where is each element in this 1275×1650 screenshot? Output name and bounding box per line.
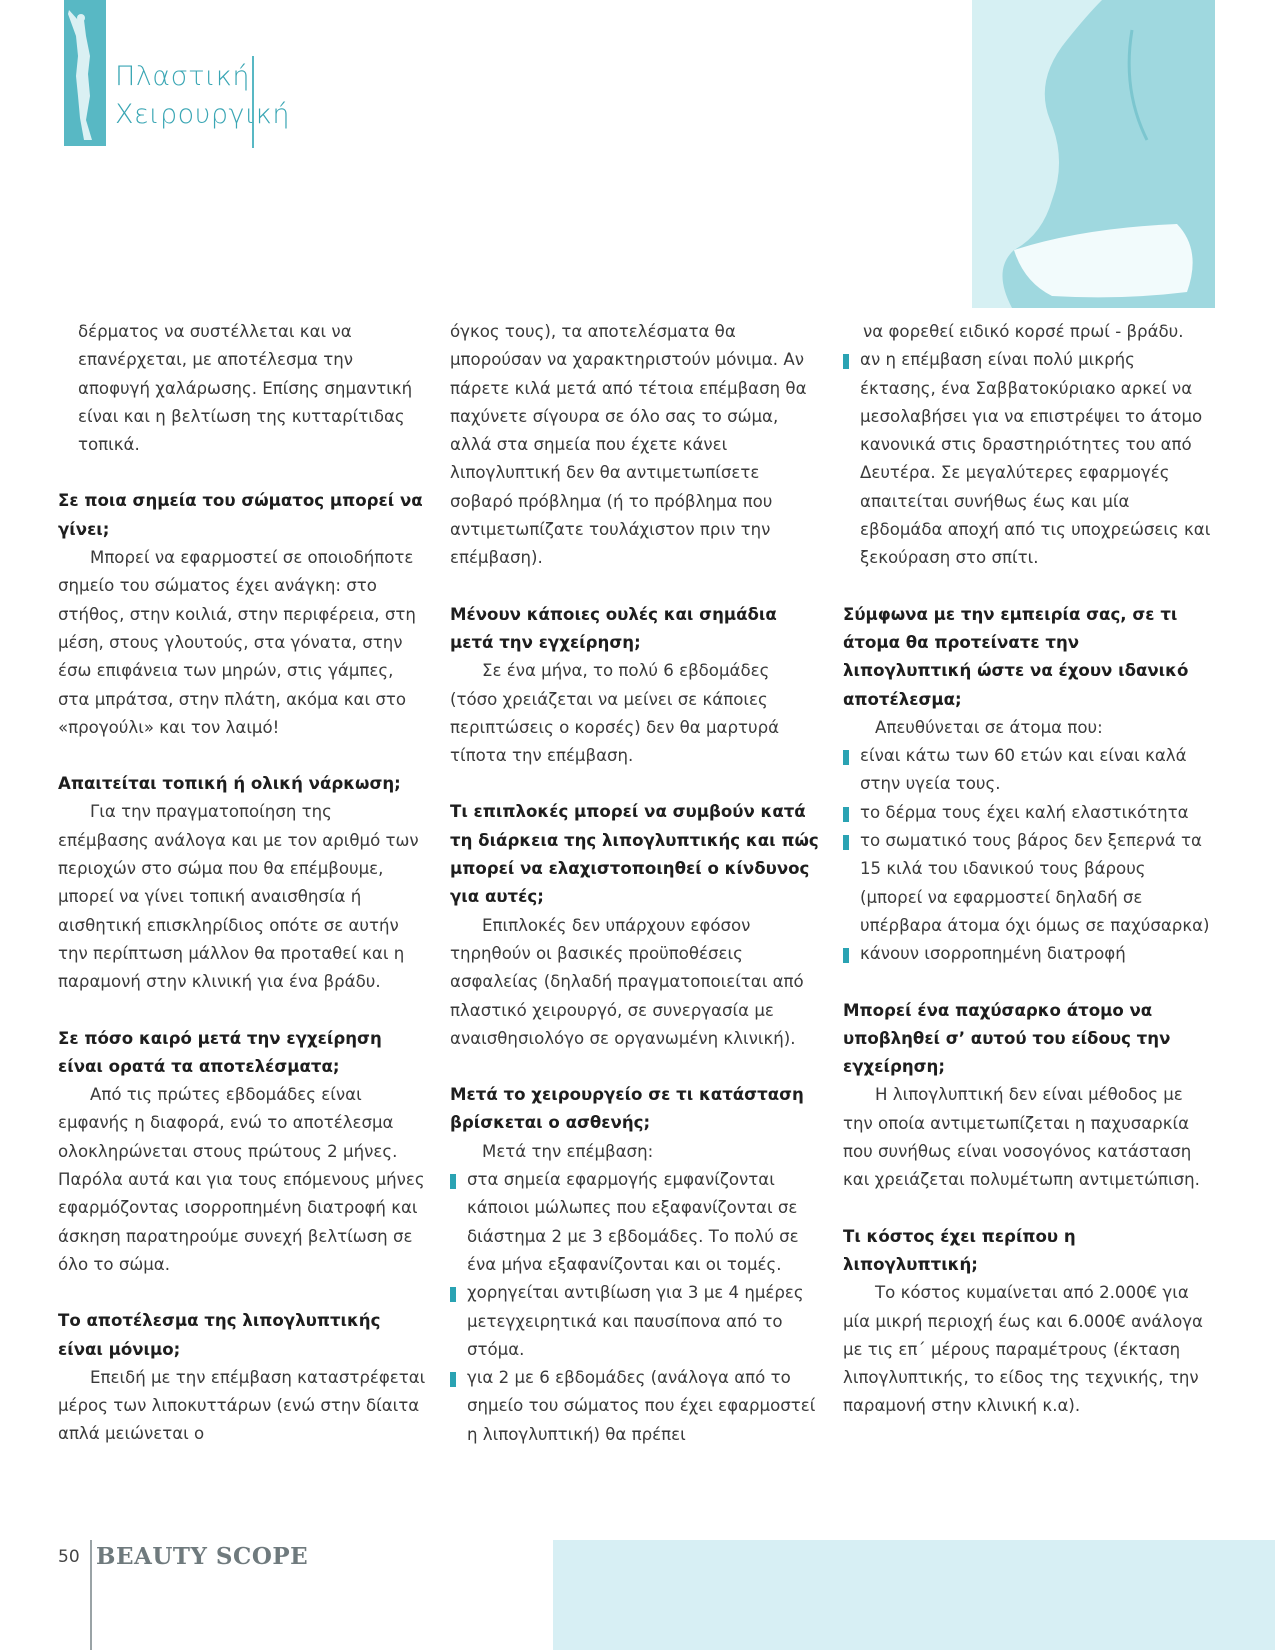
answer-paragraph: Από τις πρώτες εβδομάδες είναι εμφανής η διαφορά, ενώ το αποτέλεσμα ολοκληρώνεται στους πρώτους 2 μήνες. Παρόλα αυτά και για τους επόμενους μήνες εφαρμόζοντας ισορροπημένη διατροφή και άσκηση παρατηρούμε συνεχή βελτίωση σε όλο το σώμα. [58, 1085, 425, 1274]
answer-paragraph: Μπορεί να εφαρμοστεί σε οποιοδήποτε σημείο του σώματος έχει ανάγκη: στο στήθος, στην κοιλιά, στην περιφέρεια, στη μέση, στους γλουτούς, στα γόνατα, στην έσω επιφάνεια των μηρών, στις γάμπες, στα μπράτσα, στην πλάτη, ακόμα και στο «προγούλι» και τον λαιμό! [58, 548, 416, 737]
column-1 [58, 318, 426, 1449]
question-heading: Μπορεί ένα παχύσαρκο άτομο να υποβληθεί σ’ αυτού του είδους την εγχείρηση; [843, 1000, 1171, 1077]
list-item: το σωματικό τους βάρος δεν ξεπερνά τα 15 κιλά του ιδανικού τους βάρους (μπορεί να εφαρμοστεί δηλαδή σε υπέρβαρα άτομα όχι όμως σε παχύσαρκα) [843, 827, 1213, 940]
answer-paragraph: Το κόστος κυμαίνεται από 2.000€ για μία μικρή περιοχή έως και 6.000€ ανάλογα με τις επ΄ μέρους παραμέτρους (έκταση λιπογλυπτικής, το είδος της τεχνικής, την παραμονή στην κλινική κ.α). [843, 1283, 1203, 1416]
title-line-2: Χειρουργική [115, 99, 291, 130]
paragraph: όγκος τους), τα αποτελέσματα θα μπορούσαν να χαρακτηριστούν μόνιμα. Αν πάρετε κιλά μετά από τέτοια επέμβαση θα παχύνετε σίγουρα σε όλο σας το σώμα, αλλά στα σημεία που έχετε κάνει λιπογλυπτική δεν θα αντιμετωπίσετε σοβαρό πρόβλημα (ή το πρόβλημα που αντιμετωπίζατε τουλάχιστον πριν την επέμβαση). [450, 322, 807, 568]
question-heading: Σύμφωνα με την εμπειρία σας, σε τι άτομα θα προτείνατε την λιπογλυπτική ώστε να έχουν ιδανικό αποτέλεσμα; [843, 604, 1189, 709]
title-line-1: Πλαστική [115, 61, 251, 92]
list-item: για 2 με 6 εβδομάδες (ανάλογα από το σημείο του σώματος που έχει εφαρμοστεί η λιπογλυπτική) θα πρέπει [450, 1364, 820, 1449]
answer-intro: Απευθύνεται σε άτομα που: [875, 717, 1103, 737]
page-title [115, 58, 290, 134]
question-heading: Μετά το χειρουργείο σε τι κατάσταση βρίσκεται ο ασθενής; [450, 1085, 804, 1133]
torso-icon [972, 0, 1215, 308]
footer-divider [90, 1540, 92, 1650]
answer-paragraph: Επειδή με την επέμβαση καταστρέφεται μέρος των λιποκυττάρων (ενώ στην δίαιτα απλά μειώνεται ο [58, 1367, 426, 1444]
column-3 [843, 318, 1213, 1421]
header-figure-block [64, 0, 106, 146]
answer-paragraph: Για την πραγματοποίηση της επέμβασης ανάλογα και με τον αριθμό των περιοχών στο σώμα που θα επέμβουμε, μπορεί να γίνει τοπική αναισθησία ή αισθητική επισκληρίδιος οπότε σε αυτήν την περίπτωση μάλλον θα προταθεί και η παραμονή στην κλινική για ένα βράδυ. [58, 802, 419, 992]
answer-intro: Μετά την επέμβαση: [482, 1141, 654, 1161]
paragraph: δέρματος να συστέλλεται και να επανέρχεται, με αποτέλεσμα την αποφυγή χαλάρωσης. Επίσης σημαντική είναι και η βελτίωση της κυτταρίτιδας τοπικά. [78, 322, 413, 455]
list-item: είναι κάτω των 60 ετών και είναι καλά στην υγεία τους. [843, 742, 1213, 799]
question-heading: Σε ποια σημεία του σώματος μπορεί να γίνει; [58, 491, 423, 539]
list-item: αν η επέμβαση είναι πολύ μικρής έκτασης, ένα Σαββατοκύριακο αρκεί να μεσολαβήσει για να επιστρέψει το άτομο κανονικά στις δραστηριότητες του από Δευτέρα. Σε μεγαλύτερες εφαρμογές απαιτείται συνήθως έως και μία εβδομάδα αποχή από τις υποχρεώσεις και ξεκούραση στο σπίτι. [843, 346, 1213, 572]
magazine-brand: BEAUTY SCOPE [96, 1543, 309, 1570]
list-item: χορηγείται αντιβίωση για 3 με 4 ημέρες μετεγχειρητικά και παυσίπονα από το στόμα. [450, 1279, 820, 1364]
bullet-list [843, 346, 1213, 572]
torso-photo [972, 0, 1215, 308]
bullet-list [843, 742, 1213, 968]
column-2 [450, 318, 820, 1449]
list-item: κάνουν ισορροπημένη διατροφή [843, 940, 1213, 968]
question-heading: Το αποτέλεσμα της λιπογλυπτικής είναι μόνιμο; [58, 1311, 381, 1359]
question-heading: Απαιτείται τοπική ή ολική νάρκωση; [58, 774, 401, 794]
question-heading: Τι επιπλοκές μπορεί να συμβούν κατά τη διάρκεια της λιπογλυπτικής και πώς μπορεί να ελαχιστοποιηθεί ο κίνδυνος για αυτές; [450, 802, 819, 907]
answer-paragraph: Η λιπογλυπτική δεν είναι μέθοδος με την οποία αντιμετωπίζεται η παχυσαρκία που συνήθως είναι νοσογόνος κατάσταση και χρειάζεται πολυμέτωπη αντιμετώπιση. [843, 1085, 1200, 1190]
answer-paragraph: Σε ένα μήνα, το πολύ 6 εβδομάδες (τόσο χρειάζεται να μείνει σε κάποιες περιπτώσεις ο κορσές) δεν θα μαρτυρά τίποτα την επέμβαση. [450, 661, 780, 766]
question-heading: Μένουν κάποιες ουλές και σημάδια μετά την εγχείρηση; [450, 604, 777, 652]
list-item: στα σημεία εφαρμογής εμφανίζονται κάποιοι μώλωπες που εξαφανίζονται σε διάστημα 2 με 3 εβδομάδες. Το πολύ σε ένα μήνα εξαφανίζονται και οι τομές. [450, 1166, 820, 1279]
page-number: 50 [58, 1547, 80, 1567]
question-heading: Τι κόστος έχει περίπου η λιπογλυπτική; [843, 1226, 1076, 1274]
bullet-list [450, 1166, 820, 1449]
list-item: το δέρμα τους έχει καλή ελαστικότητα [843, 799, 1213, 827]
answer-paragraph: Επιπλοκές δεν υπάρχουν εφόσον τηρηθούν οι βασικές προϋποθέσεις ασφαλείας (δηλαδή πραγματοποιείται από πλαστικό χειρουργό, σε συνεργασία με αναισθησιολόγο σε οργανωμένη κλινική). [450, 915, 804, 1048]
question-heading: Σε πόσο καιρό μετά την εγχείρηση είναι ορατά τα αποτελέσματα; [58, 1028, 382, 1076]
paragraph: να φορεθεί ειδικό κορσέ πρωί - βράδυ. [863, 322, 1184, 341]
statue-figure-icon [64, 0, 106, 146]
footer-color-band [553, 1540, 1275, 1650]
